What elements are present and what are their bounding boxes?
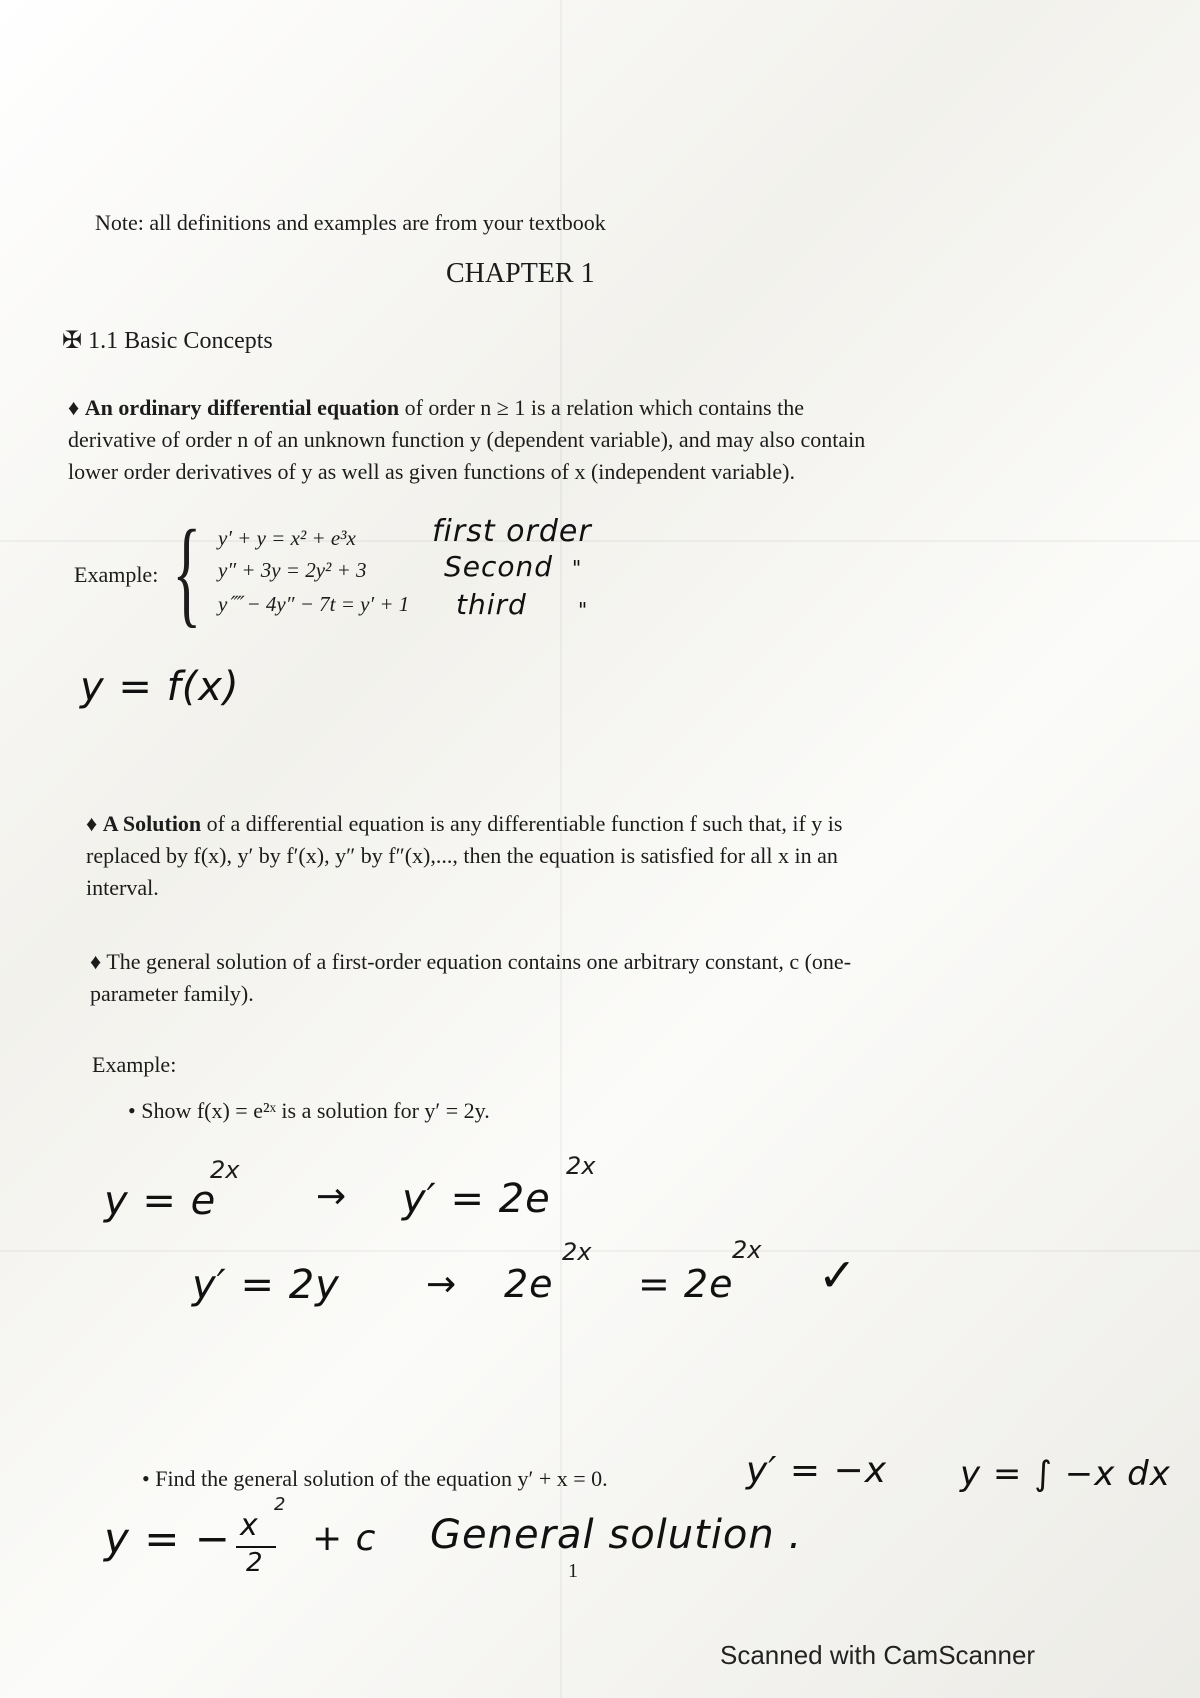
note-line: Note: all definitions and examples are from your textbook — [95, 210, 606, 235]
annotation-first-order: first order — [432, 514, 592, 549]
solution-line1: of a differential equation is any differentiable function f such that, if y is — [206, 811, 843, 836]
work-2e: 2e — [504, 1262, 554, 1306]
arrow-right-icon: → — [426, 1264, 458, 1305]
annotation-ditto: " — [578, 598, 589, 622]
example2-item2 — [142, 1466, 608, 1492]
general-solution-definition — [90, 946, 1030, 1010]
section-heading — [62, 326, 273, 355]
work-y-prime: y′ = 2e — [402, 1176, 551, 1222]
work-equals-2e: = 2e — [638, 1262, 734, 1306]
maltese-cross-icon: ✠ — [62, 328, 83, 354]
annotation-ditto: " — [572, 556, 583, 580]
example1-eq3: y⁗ − 4y″ − 7t = y′ + 1 — [218, 592, 410, 616]
example2-item1-text: Show f(x) = e²ˣ is a solution for y′ = 2y. — [141, 1098, 490, 1123]
page-number: 1 — [568, 1560, 578, 1582]
example1-eq2: y″ + 3y = 2y² + 3 — [218, 558, 367, 582]
solution-definition — [86, 808, 1036, 904]
diamond-bullet-icon: ♦ — [90, 949, 102, 974]
final-numerator: x — [240, 1508, 259, 1543]
work-exp: 2x — [210, 1156, 240, 1184]
work-y-equals-e: y = e — [104, 1178, 217, 1224]
paper-crease — [0, 1250, 1200, 1252]
final-label: General solution . — [430, 1512, 803, 1558]
work-integral: y = ∫ −x dx — [960, 1454, 1171, 1494]
annotation-third: third — [456, 588, 527, 621]
general-line2: parameter family). — [90, 981, 254, 1006]
work-exp: 2x — [566, 1152, 596, 1180]
handwritten-y-equals-fx: y = f(x) — [80, 664, 240, 710]
checkmark-icon: ✓ — [818, 1248, 858, 1302]
solution-term: A Solution — [102, 811, 202, 836]
ode-line3: lower order derivatives of y as well as given functions of x (independent variable). — [68, 459, 795, 484]
example1-eq1: y′ + y = x² + e³x — [218, 526, 356, 550]
work-y-prime-2y: y′ = 2y — [192, 1262, 340, 1308]
final-exponent: 2 — [274, 1494, 286, 1515]
work-exp: 2x — [732, 1236, 762, 1264]
example2-item2-text: Find the general solution of the equation y′ + x = 0. — [155, 1466, 608, 1491]
ode-definition — [68, 392, 1028, 488]
ode-term: An ordinary differential equation — [84, 395, 400, 420]
example2-label: Example: — [92, 1052, 177, 1077]
solution-line2: replaced by f(x), y′ by f′(x), y″ by f″(x),..., then the equation is satisfied for all x in an — [86, 843, 838, 868]
work-exp: 2x — [562, 1238, 592, 1266]
example1-label: Example: — [74, 562, 159, 587]
ode-line1: of order n ≥ 1 is a relation which contains the — [404, 395, 804, 420]
diamond-bullet-icon: ♦ — [68, 395, 80, 420]
diamond-bullet-icon: ♦ — [86, 811, 98, 836]
section-title: 1.1 Basic Concepts — [88, 328, 273, 354]
arrow-right-icon: → — [316, 1176, 348, 1217]
chapter-title: CHAPTER 1 — [446, 258, 595, 289]
work-y-prime-neg-x: y′ = −x — [746, 1450, 887, 1491]
final-constant: + c — [312, 1518, 377, 1559]
final-y-equals: y = − — [104, 1514, 231, 1563]
bullet-dot-icon: • — [142, 1466, 150, 1491]
annotation-second: Second — [444, 550, 554, 583]
general-line1: The general solution of a first-order equation contains one arbitrary constant, c (one- — [106, 949, 852, 974]
left-brace: { — [172, 505, 202, 638]
example2-item1 — [128, 1098, 490, 1124]
solution-line3: interval. — [86, 875, 159, 900]
camscanner-watermark: Scanned with CamScanner — [720, 1640, 1036, 1670]
bullet-dot-icon: • — [128, 1098, 136, 1123]
final-denominator: 2 — [246, 1548, 264, 1578]
ode-line2: derivative of order n of an unknown function y (dependent variable), and may also contain — [68, 427, 866, 452]
